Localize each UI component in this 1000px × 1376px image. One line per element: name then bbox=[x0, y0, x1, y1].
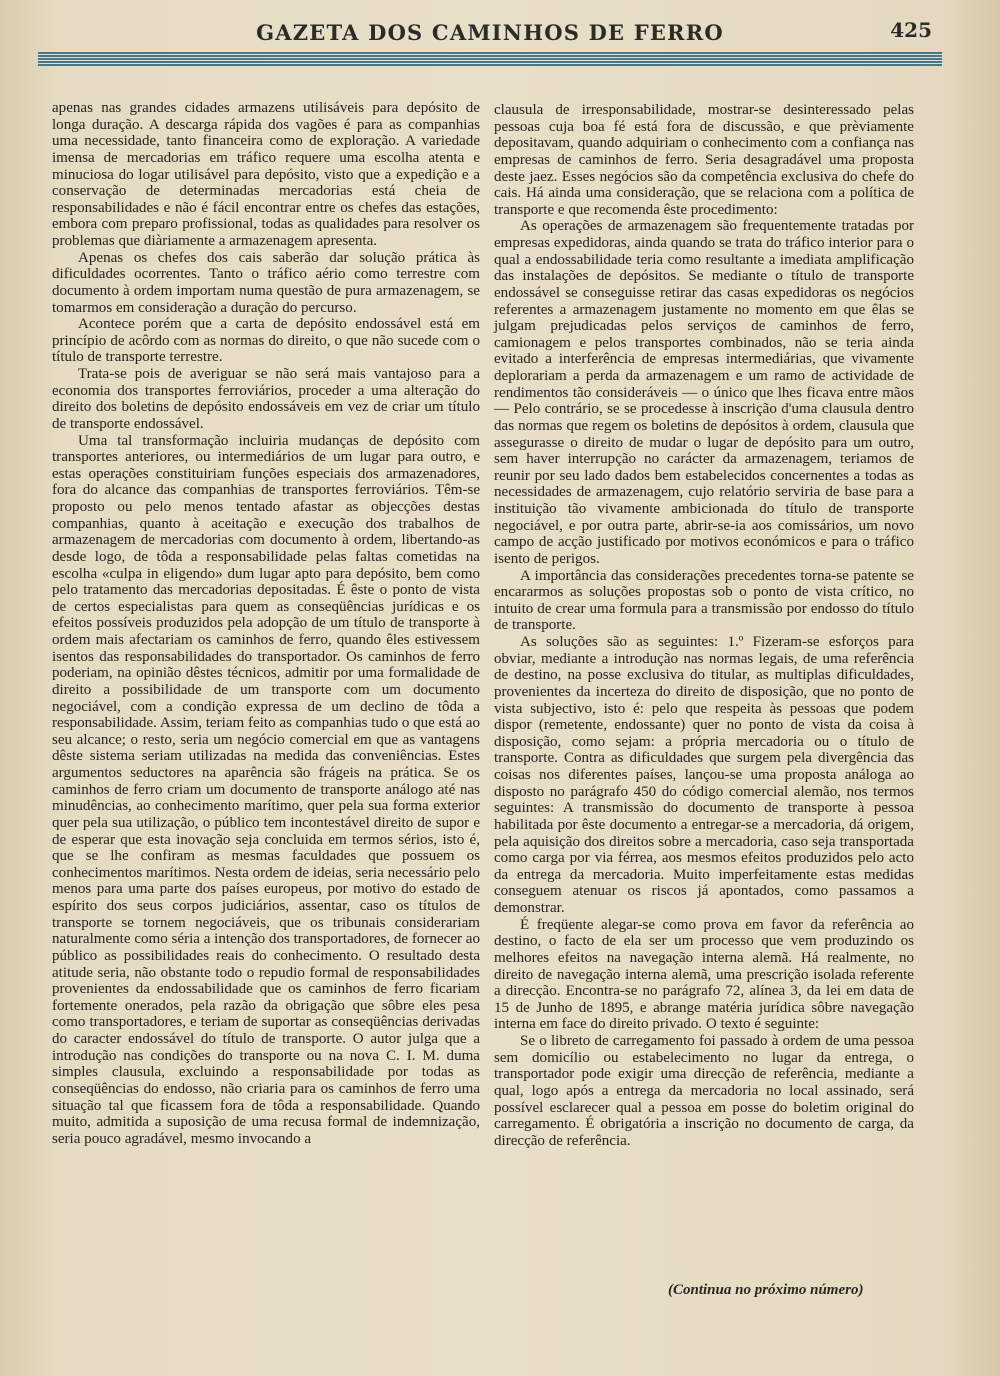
header-rule bbox=[38, 52, 942, 66]
paragraph: É freqüente alegar-se como prova em favor da referência ao destino, o facto de ela ser um processo que vem produzindo os melhores efeitos na navegação interna alemã. Há realmente, no direito de navegação interna alemã, uma prescrição isolada referente a direcção. Encontra-se no parágrafo 72, alínea 3, da lei em data de 15 de Junho de 1895, e abrange matéria jurídica sôbre navegação interna em face do direito privado. O texto é seguinte: bbox=[494, 916, 914, 1033]
paragraph: As operações de armazenagem são frequentemente tratadas por empresas expedidoras, ainda quando se trata do tráfico interior para o qual a endossabilidade teria como resultante a imediata amplificação das instalações de depósitos. Se mediante o título de transporte endossável se conseguisse retirar das casas expedidoras os negócios referentes a armazenagem justamente no momento em que êlas se julgam prejudicadas pelos serviços de caminhos de ferro, camionagem e pelos transportes combinados, não se teria ainda evitado a interferência de empresas intermediárias, que vivamente deplorariam a perda da armazenagem e um ramo de actividade de rendimentos tão consideráveis — o único que lhes ficava entre mãos — Pelo contrário, se se procedesse à inscrição d'uma clausula dentro das normas que regem os boletins de depósitos à ordem, clausula que assegurasse o direito de mudar o lugar de depósito para um outro, sem haver interrupção no carácter da armazenagem, teriamos de reunir por seu lado dados bem estabelecidos concernentes a todas as necessidades de armazenagem, cujo relatório serviria de base para a instituição tão vivamente ambicionada do título de transporte negociável, e por outra parte, abrir-se-ia aos comissários, um novo campo de acção justificado por motivos económicos e para o tráfico isento de perigos. bbox=[494, 218, 914, 567]
paragraph: A importância das considerações precedentes torna-se patente se encararmos as soluções propostas sob o ponto de vista crítico, no intuito de crear uma formula para a transmissão por endosso do título de transporte. bbox=[494, 567, 914, 634]
paragraph: clausula de irresponsabilidade, mostrar-se desinteressado pelas pessoas cuja boa fé está fora de discussão, e que prèviamente depositavam, quando adquiriam o conhecimento com a confiança nas empresas de caminhos de ferro. Seria desagradável uma proposta deste jaez. Esses negócios são da competência exclusiva do chefe do cais. Há ainda uma consideração, que se relaciona com a política de transporte e que recomenda êste procedimento: bbox=[494, 102, 914, 218]
quoted-paragraph: Se o libreto de carregamento foi passado à ordem de uma pessoa sem domicílio ou estabelecimento no lugar da entrega, o transportador pode exigir uma direcção de referência, mediante a qual, logo após a entrega da mercadoria no local assinado, será possível esclarecer qual a pessoa em posse do boletim original do carregamento. É obrigatória a inscrição no documento de carga, da direcção de referência. bbox=[494, 1033, 914, 1149]
page-number: 425 bbox=[890, 18, 932, 42]
paragraph: Uma tal transformação incluiria mudanças de depósito com transportes anteriores, ou intermediários de um lugar para outro, e estas operações constituiriam funções especiais dos armazenadores, fora do alcance das companhias de transportes ferroviários. Têm-se proposto ou pelo menos tentado afastar as objecções destas companhias, quanto à aceitação e execução dos trabalhos de armazenagem de mercadorias com documento à ordem, libertando-as desde logo, de tôda a responsabilidade pelas faltas cometidas na escolha «culpa in eligendo» dum lugar apto para depósito, bem como pelo tratamento das mercadorias depositadas. É êste o ponto de vista de certos especialistas para quem as conseqüências jurídicas e os efeitos possíveis produzidos pela adopção de um título de transporte à ordem mais afectariam os caminhos de ferro, quando êles estivessem isentos das responsabilidades do transportador. Os caminhos de ferro poderiam, na opinião dêstes técnicos, admitir por uma formalidade de direito a possibilidade de um transporte com um documento negociável, com a condição expressa de um declino de tôda a responsabilidade. Assim, teriam feito as companhias tudo o que está ao seu alcance; o resto, seria um negócio comercial em que as vantagens dêste sistema seriam utilizadas na medida das conveniências. Estes argumentos seductores na aparência são frágeis na prática. Se os caminhos de ferro criam um documento de transporte análogo até nas minudências, ao conhecimento marítimo, quer pela sua forma exterior quer pela sua utilização, o público tem incontestável direito de supor e de esperar que esta inovação seja concluida em termos sérios, isto é, que se lhe confiram as mesmas faculdades que possuem os conhecimentos marítimos. Nesta ordem de ideias, seria necessário pelo menos para uma parte dos países europeus, por motivo do estado de espírito dos seus corpos judiciários, assentar, caso os títulos de transporte se tornem negociáveis, que os tribunais considerariam naturalmente como séria a intenção dos transportadores, de fornecer ao público as possibilidades reais do conhecimento. O resultado desta atitude seria, não obstante todo o repudio formal de responsabilidades provenientes da endossabilidade que os caminhos de ferro ficariam fortemente onerados, pela razão da obrigação que sôbre eles pesa como transportadores, e teriam de suportar as conseqüências derivadas do caracter endossável do título de transporte. O autor julga que a introdução nas condições do transporte ou na nova C. I. M. duma simples clausula, excluindo a responsabilidade por todas as conseqüências do endosso, não criaria para os caminhos de ferro uma situação tal que ficassem fora de tôda a responsabilidade. Quando muito, admitida a suposição de uma recusa formal de indemnização, seria pouco agradável, mesmo invocando a bbox=[52, 432, 480, 1147]
paragraph: As soluções são as seguintes: 1.º Fizeram-se esforços para obviar, mediante a introdução nas normas legais, de uma referência de destino, na posse exclusiva do titular, as multiplas dificuldades, provenientes da incerteza do direito de disposição, que no ponto de vista subjectivo, isto é: pelo que respeita às pessoas que podem dispor (remetente, endossante) quer no ponto de vista da coisa à disposição, como sejam: a própria mercadoria ou o título de transporte. Contra as dificuldades que surgem pela divergência das coisas nos diferentes países, lançou-se uma proposta análoga ao disposto no parágrafo 450 do código comercial alemão, nos termos seguintes: A transmissão do documento de transporte à pessoa habilitada por êste documento a entregar-se a mercadoria, dá origem, pela aquisição dos direitos sobre a mercadoria, caso seja transportada como carga por via férrea, aos mesmos efeitos produzidos pelo acto da entrega da mercadoria. Muito imperfeitamente estas medidas conseguem atenuar os riscos já apontados, como passamos a demonstrar. bbox=[494, 634, 914, 916]
page-header bbox=[40, 18, 940, 52]
paragraph: Trata-se pois de averiguar se não será mais vantajoso para a economia dos transportes ferroviários, proceder a uma alteração do direito dos boletins de depósito endossáveis em vez de criar um título de transporte endossável. bbox=[52, 366, 480, 432]
publication-title: GAZETA DOS CAMINHOS DE FERRO bbox=[256, 20, 724, 45]
continuation-note: (Continua no próximo número) bbox=[668, 1282, 864, 1298]
left-column bbox=[52, 100, 480, 1147]
paragraph: Apenas os chefes dos cais saberão dar solução prática às dificuldades ocorrentes. Tanto o tráfico aério como terrestre com documento à ordem importam numa questão de pura armazenagem, se tomarmos em consideração a duração do percurso. bbox=[52, 249, 480, 316]
paragraph: Acontece porém que a carta de depósito endossável está em princípio de acôrdo com as normas do direito, o que não sucede com o título de transporte terrestre. bbox=[52, 316, 480, 366]
right-column bbox=[494, 102, 914, 1149]
paragraph: apenas nas grandes cidades armazens utilisáveis para depósito de longa duração. A descarga rápida dos vagões é para as companhias uma necessidade, tanto financeira como de exploração. A variedade imensa de mercadorias em tráfico requere uma escolha atenta e minuciosa do logar utilisável para depósito, visto que a expedição e a conservação de determinadas mercadorias está cheia de responsabilidades e não é fácil encontrar entre os chefes das estações, embora com preparo profissional, todas as qualidades para resolver os problemas que diàriamente a armazenagem apresenta. bbox=[52, 100, 480, 249]
